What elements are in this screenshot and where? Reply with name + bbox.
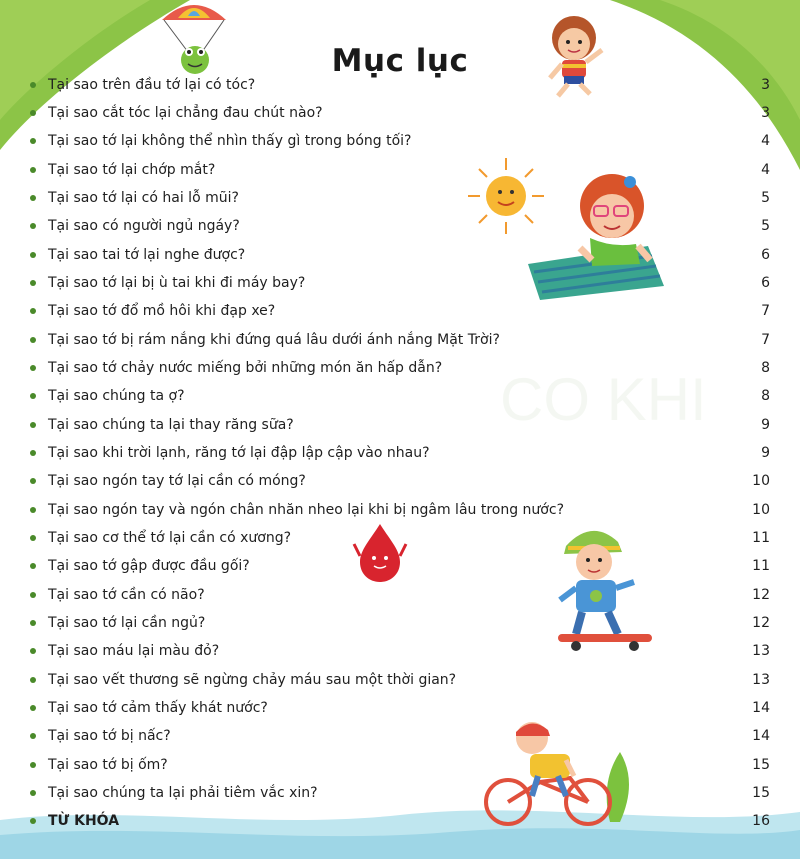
toc-entry-page: 15 bbox=[752, 757, 770, 773]
toc-entry[interactable] bbox=[30, 696, 770, 720]
toc-entry-page: 16 bbox=[752, 813, 770, 829]
toc-entry-page: 11 bbox=[752, 558, 770, 574]
toc-entry-title: Tại sao tớ bị nấc? bbox=[48, 728, 171, 744]
toc-entry-page: 8 bbox=[761, 360, 770, 376]
toc-entry[interactable] bbox=[30, 639, 770, 663]
toc-entry[interactable] bbox=[30, 781, 770, 805]
toc-entry-title: Tại sao có người ngủ ngáy? bbox=[48, 218, 240, 234]
toc-entry[interactable] bbox=[30, 498, 770, 522]
toc-entry-title: Tại sao tớ lại không thể nhìn thấy gì trong bóng tối? bbox=[48, 133, 412, 149]
bullet-icon bbox=[30, 563, 36, 569]
bullet-icon bbox=[30, 393, 36, 399]
bullet-icon bbox=[30, 677, 36, 683]
toc-entry-title: Tại sao chúng ta lại phải tiêm vắc xin? bbox=[48, 785, 318, 801]
toc-entry-title: Tại sao tớ cảm thấy khát nước? bbox=[48, 700, 268, 716]
toc-entry-page: 6 bbox=[761, 247, 770, 263]
toc-entry-page: 15 bbox=[752, 785, 770, 801]
toc-entry-title: TỪ KHÓA bbox=[48, 813, 120, 829]
toc-entry[interactable] bbox=[30, 243, 770, 267]
toc-entry[interactable] bbox=[30, 384, 770, 408]
toc-entry-page: 10 bbox=[752, 502, 770, 518]
toc-entry-title: Tại sao máu lại màu đỏ? bbox=[48, 643, 220, 659]
toc-entry[interactable] bbox=[30, 554, 770, 578]
bullet-icon bbox=[30, 422, 36, 428]
toc-entry-page: 14 bbox=[752, 700, 770, 716]
toc-entry-page: 6 bbox=[761, 275, 770, 291]
bullet-icon bbox=[30, 620, 36, 626]
toc-entry-page: 3 bbox=[761, 105, 770, 121]
bullet-icon bbox=[30, 592, 36, 598]
toc-entry-page: 9 bbox=[761, 445, 770, 461]
toc-entry-page: 3 bbox=[761, 77, 770, 93]
page-title: Mục lục bbox=[331, 42, 469, 79]
bullet-icon bbox=[30, 818, 36, 824]
toc-entry[interactable] bbox=[30, 753, 770, 777]
toc-entry[interactable] bbox=[30, 73, 770, 97]
toc-entry-title: Tại sao cắt tóc lại chẳng đau chút nào? bbox=[48, 105, 323, 121]
toc-entry-title: Tại sao ngón tay và ngón chân nhăn nheo lại khi bị ngâm lâu trong nước? bbox=[48, 502, 564, 518]
bullet-icon bbox=[30, 450, 36, 456]
toc-entry-title: Tại sao tớ lại bị ù tai khi đi máy bay? bbox=[48, 275, 306, 291]
toc-entry-page: 7 bbox=[761, 303, 770, 319]
bullet-icon bbox=[30, 705, 36, 711]
bullet-icon bbox=[30, 535, 36, 541]
toc-entry-title: Tại sao ngón tay tớ lại cần có móng? bbox=[48, 473, 306, 489]
toc-entry[interactable] bbox=[30, 526, 770, 550]
toc-entry[interactable] bbox=[30, 469, 770, 493]
toc-entry-keywords[interactable] bbox=[30, 809, 770, 833]
bullet-icon bbox=[30, 138, 36, 144]
toc-entry-title: Tại sao tai tớ lại nghe được? bbox=[48, 247, 246, 263]
toc-entry-title: Tại sao tớ chảy nước miếng bởi những món ăn hấp dẫn? bbox=[48, 360, 443, 376]
bullet-icon bbox=[30, 733, 36, 739]
toc-entry[interactable] bbox=[30, 158, 770, 182]
bullet-icon bbox=[30, 648, 36, 654]
bullet-icon bbox=[30, 790, 36, 796]
bullet-icon bbox=[30, 110, 36, 116]
parachute-frog-illustration bbox=[158, 0, 230, 80]
toc-entry-title: Tại sao tớ lại cần ngủ? bbox=[48, 615, 206, 631]
toc-entry-title: Tại sao chúng ta lại thay răng sữa? bbox=[48, 417, 294, 433]
toc-entry-title: Tại sao trên đầu tớ lại có tóc? bbox=[48, 77, 256, 93]
toc-entry-title: Tại sao tớ cần có não? bbox=[48, 587, 205, 603]
bullet-icon bbox=[30, 308, 36, 314]
toc-entry[interactable] bbox=[30, 356, 770, 380]
toc-entry-page: 4 bbox=[761, 133, 770, 149]
toc-entry-page: 8 bbox=[761, 388, 770, 404]
toc-entry-title: Tại sao chúng ta ợ? bbox=[48, 388, 185, 404]
toc-entry[interactable] bbox=[30, 611, 770, 635]
bullet-icon bbox=[30, 82, 36, 88]
bullet-icon bbox=[30, 507, 36, 513]
toc-entry-page: 4 bbox=[761, 162, 770, 178]
toc-entry[interactable] bbox=[30, 441, 770, 465]
toc-entry-title: Tại sao tớ lại chớp mắt? bbox=[48, 162, 216, 178]
toc-entry-title: Tại sao tớ đổ mồ hôi khi đạp xe? bbox=[48, 303, 276, 319]
toc-entry[interactable] bbox=[30, 583, 770, 607]
toc-entry-page: 11 bbox=[752, 530, 770, 546]
toc-entry-title: Tại sao vết thương sẽ ngừng chảy máu sau một thời gian? bbox=[48, 672, 457, 688]
bullet-icon bbox=[30, 195, 36, 201]
toc-entry-page: 9 bbox=[761, 417, 770, 433]
toc-entry-title: Tại sao tớ bị rám nắng khi đứng quá lâu dưới ánh nắng Mặt Trời? bbox=[48, 332, 500, 348]
toc-entry[interactable] bbox=[30, 413, 770, 437]
toc-entry[interactable] bbox=[30, 101, 770, 125]
toc-entry[interactable] bbox=[30, 129, 770, 153]
toc-entry-page: 13 bbox=[752, 643, 770, 659]
toc-entry-title: Tại sao khi trời lạnh, răng tớ lại đập lập cập vào nhau? bbox=[48, 445, 430, 461]
bullet-icon bbox=[30, 478, 36, 484]
bullet-icon bbox=[30, 280, 36, 286]
toc-entry-page: 12 bbox=[752, 587, 770, 603]
toc-entry[interactable] bbox=[30, 328, 770, 352]
svg-text:CO KHI: CO KHI bbox=[500, 366, 707, 433]
toc-entry[interactable] bbox=[30, 724, 770, 748]
toc-entry-page: 13 bbox=[752, 672, 770, 688]
toc-entry-title: Tại sao tớ lại có hai lỗ mũi? bbox=[48, 190, 239, 206]
toc-entry-page: 12 bbox=[752, 615, 770, 631]
toc-entry[interactable] bbox=[30, 271, 770, 295]
bullet-icon bbox=[30, 337, 36, 343]
bullet-icon bbox=[30, 167, 36, 173]
toc-entry-title: Tại sao tớ gập được đầu gối? bbox=[48, 558, 250, 574]
bullet-icon bbox=[30, 365, 36, 371]
bullet-icon bbox=[30, 762, 36, 768]
toc-entry[interactable] bbox=[30, 186, 770, 210]
bullet-icon bbox=[30, 223, 36, 229]
toc-entry-title: Tại sao tớ bị ốm? bbox=[48, 757, 168, 773]
bullet-icon bbox=[30, 252, 36, 258]
toc-entry[interactable] bbox=[30, 668, 770, 692]
toc-entry[interactable] bbox=[30, 214, 770, 238]
toc-entry-page: 14 bbox=[752, 728, 770, 744]
toc-entry-title: Tại sao cơ thể tớ lại cần có xương? bbox=[48, 530, 292, 546]
toc-entry-page: 7 bbox=[761, 332, 770, 348]
toc-entry-page: 5 bbox=[761, 190, 770, 206]
toc-entry[interactable] bbox=[30, 299, 770, 323]
toc-entry-page: 10 bbox=[752, 473, 770, 489]
toc-entry-page: 5 bbox=[761, 218, 770, 234]
